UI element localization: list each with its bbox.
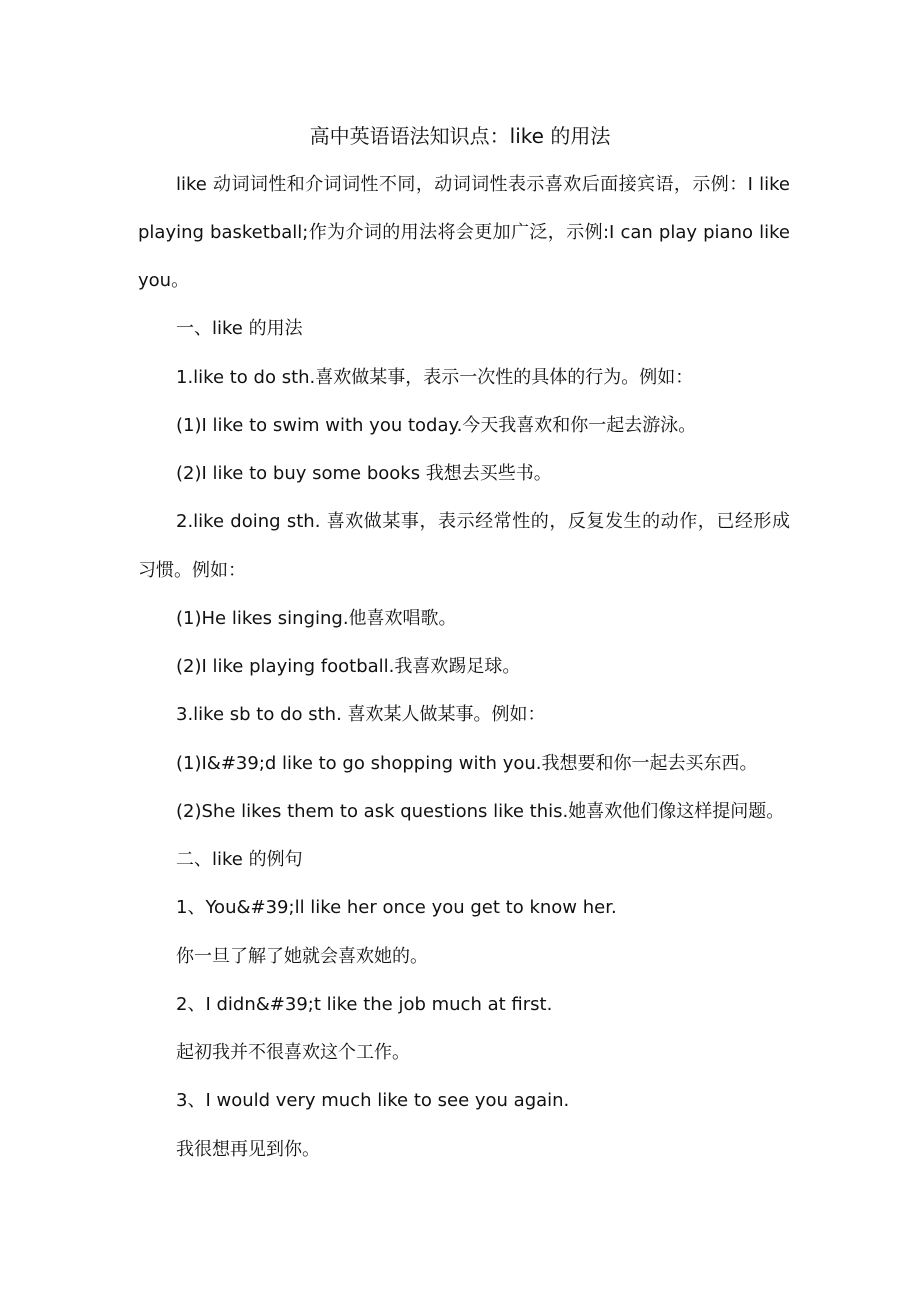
example-sentence-3-en: 3、I would very much like to see you again.: [176, 1090, 570, 1111]
usage-item-2-line-1: 2.like doing sth. 喜欢做某事，表示经常性的，反复发生的动作，已经形成: [176, 511, 790, 532]
intro-line-2: playing basketball;作为介词的用法将会更加广泛，示例:I can play piano like: [138, 222, 790, 243]
usage-item-1-example-1: (1)I like to swim with you today.今天我喜欢和你一起去游泳。: [176, 415, 697, 436]
usage-item-1-example-2: (2)I like to buy some books 我想去买些书。: [176, 463, 552, 484]
usage-item-2-example-1: (1)He likes singing.他喜欢唱歌。: [176, 608, 457, 629]
example-sentence-2-zh: 起初我并不很喜欢这个工作。: [176, 1042, 410, 1063]
usage-item-1: 1.like to do sth.喜欢做某事，表示一次性的具体的行为。例如：: [176, 367, 694, 388]
section-heading-usage: 一、like 的用法: [176, 318, 303, 339]
intro-line-3: you。: [138, 270, 190, 291]
usage-item-3-example-2: (2)She likes them to ask questions like this.她喜欢他们像这样提问题。: [176, 801, 785, 822]
example-sentence-1-en: 1、You&#39;ll like her once you get to know her.: [176, 897, 617, 918]
usage-item-2-example-2: (2)I like playing football.我喜欢踢足球。: [176, 656, 521, 677]
intro-line-1: like 动词词性和介词词性不同，动词词性表示喜欢后面接宾语，示例：I like: [176, 174, 790, 195]
usage-item-2-line-2: 习惯。例如：: [138, 560, 246, 581]
example-sentence-2-en: 2、I didn&#39;t like the job much at first.: [176, 994, 553, 1015]
page-title: 高中英语语法知识点：like 的用法: [309, 124, 611, 148]
section-heading-examples: 二、like 的例句: [176, 849, 303, 870]
example-sentence-1-zh: 你一旦了解了她就会喜欢她的。: [176, 946, 428, 967]
usage-item-3-example-1: (1)I&#39;d like to go shopping with you.我想要和你一起去买东西。: [176, 753, 758, 774]
example-sentence-3-zh: 我很想再见到你。: [176, 1139, 320, 1160]
usage-item-3: 3.like sb to do sth. 喜欢某人做某事。例如：: [176, 704, 546, 725]
